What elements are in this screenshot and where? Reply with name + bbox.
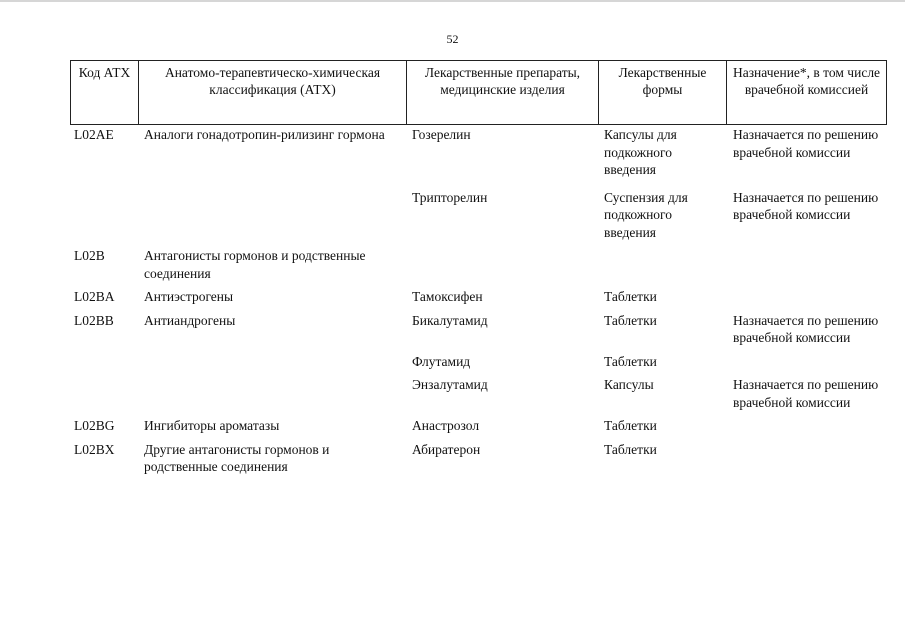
atc-name: Другие антагонисты гормонов и родственные соединения (144, 441, 330, 474)
table-row (70, 435, 886, 476)
atc-name: Антиэстрогены (144, 289, 234, 304)
atc-name (138, 179, 406, 242)
header-atc-classification: Анатомо-терапевтическо-химическая классификация (АТХ) (139, 61, 407, 125)
atc-code (70, 179, 138, 242)
prescription-note (726, 347, 886, 371)
drug-table-body (70, 126, 886, 476)
prescription-note: Назначается по решению врачебной комиссии (733, 127, 879, 160)
drug-name: Трипторелин (412, 189, 488, 205)
dosage-form: Таблетки (604, 353, 657, 369)
drug-name: Анастрозол (412, 418, 480, 433)
table-header (70, 60, 887, 125)
table-row (70, 282, 886, 306)
drug-name: Энзалутамид (412, 377, 488, 392)
drug-name: Гозерелин (412, 127, 471, 142)
dosage-form: Таблетки (604, 418, 657, 433)
drug-name: Тамоксифен (412, 289, 483, 304)
dosage-form: Капсулы для подкожного введения (604, 127, 677, 177)
atc-name: Антиандрогены (144, 312, 236, 328)
table-rows (70, 126, 886, 476)
table-row (70, 179, 886, 242)
prescription-note (726, 241, 886, 282)
prescription-note (726, 411, 886, 435)
dosage-form: Таблетки (604, 289, 657, 304)
atc-code: L02BX (74, 441, 115, 457)
header-code: Код АТХ (71, 61, 139, 125)
atc-code: L02BG (74, 418, 115, 433)
table-row (70, 411, 886, 435)
atc-name: Аналоги гонадотропин-рилизинг гормона (144, 127, 385, 142)
prescription-note: Назначается по решению врачебной комиссии (733, 377, 879, 410)
prescription-note (726, 435, 886, 476)
atc-name (138, 347, 406, 371)
table-row (70, 347, 886, 371)
atc-code: L02AE (74, 127, 114, 142)
atc-code (70, 347, 138, 371)
table-row (70, 241, 886, 282)
atc-name: Антагонисты гормонов и родственные соединения (144, 248, 366, 281)
drug-name: Бикалутамид (412, 312, 488, 328)
drug-name: Флутамид (412, 353, 471, 369)
dosage-form: Капсулы (604, 377, 654, 392)
header-drugs: Лекарственные препараты, медицинские изделия (407, 61, 599, 125)
table-row (70, 126, 886, 179)
atc-code: L02B (74, 248, 105, 263)
atc-name (138, 370, 406, 411)
prescription-note (726, 282, 886, 306)
header-forms: Лекарственные формы (599, 61, 727, 125)
page-number: 52 (446, 32, 459, 46)
table-row (70, 370, 886, 411)
dosage-form (598, 241, 726, 282)
dosage-form: Таблетки (604, 312, 657, 328)
atc-code: L02BB (74, 312, 114, 328)
top-scan-line (0, 0, 905, 2)
dosage-form: Таблетки (604, 441, 657, 457)
atc-code: L02BA (74, 289, 115, 304)
atc-code (70, 370, 138, 411)
prescription-note: Назначается по решению врачебной комиссии (733, 189, 879, 222)
header-prescription: Назначение*, в том числе врачебной комиссией (727, 61, 887, 125)
drug-name: Абиратерон (412, 441, 481, 457)
atc-name: Ингибиторы ароматазы (144, 418, 280, 433)
header-row (71, 61, 887, 125)
dosage-form: Суспензия для подкожного введения (604, 189, 688, 240)
table-row (70, 306, 886, 347)
prescription-note: Назначается по решению врачебной комиссии (733, 312, 879, 345)
drug-name (406, 241, 598, 282)
